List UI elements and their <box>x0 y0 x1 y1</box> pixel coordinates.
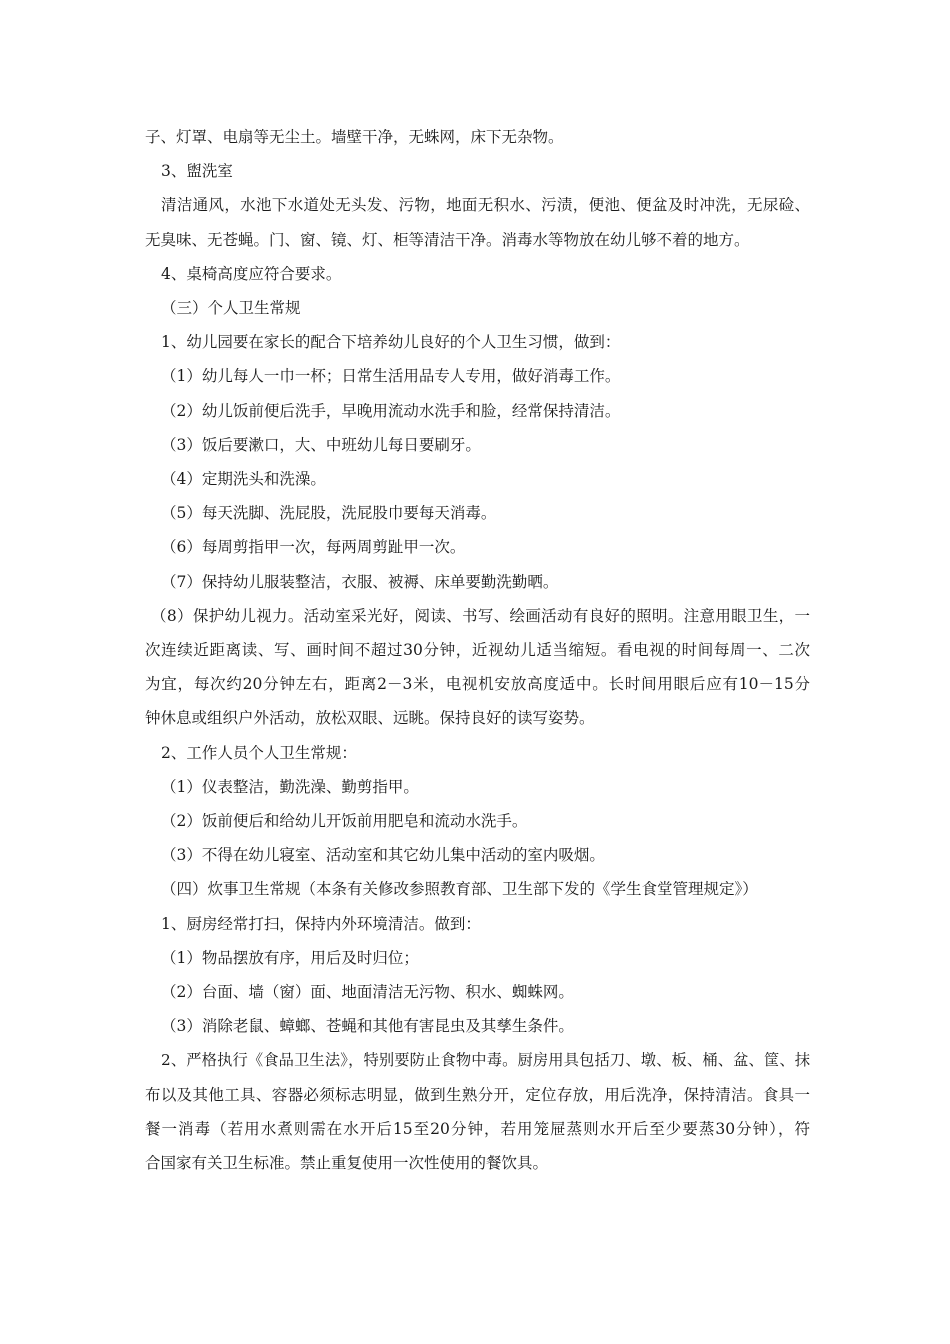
list-item: （7）保持幼儿服装整洁，衣服、被褥、床单要勤洗勤晒。 <box>161 572 559 591</box>
text-line: 布以及其他工具、容器必须标志明显，做到生熟分开，定位存放，用后洗净，保持清洁。食具一 <box>145 1085 810 1104</box>
list-item: （6）每周剪指甲一次，每两周剪趾甲一次。 <box>161 538 466 557</box>
list-item: （1）幼儿每人一巾一杯；日常生活用品专人专用，做好消毒工作。 <box>161 367 621 386</box>
text-line: 清洁通风，水池下水道处无头发、污物，地面无积水、污渍，便池、便盆及时冲洗，无尿硷、 <box>161 196 810 215</box>
list-item: （1）物品摆放有序，用后及时归位； <box>161 948 419 967</box>
list-item: （8）保护幼儿视力。活动室采光好，阅读、书写、绘画活动有良好的照明。注意用眼卫生，一 <box>151 606 810 625</box>
section-heading: （四）炊事卫生常规（本条有关修改参照教育部、卫生部下发的《学生食堂管理规定》） <box>161 880 758 899</box>
text-line: 2、严格执行《食品卫生法》，特别要防止食物中毒。厨房用具包括刀、墩、板、桶、盆、筐、抹 <box>161 1051 810 1070</box>
text-line: 无臭味、无苍蝇。门、窗、镜、灯、柜等清洁干净。消毒水等物放在幼儿够不着的地方。 <box>145 230 750 249</box>
list-item: （2）幼儿饭前便后洗手，早晚用流动水洗手和脸，经常保持清洁。 <box>161 401 621 420</box>
list-item: （3）不得在幼儿寝室、活动室和其它幼儿集中活动的室内吸烟。 <box>161 846 605 865</box>
text-line: 1、厨房经常打扫，保持内外环境清洁。做到： <box>161 914 481 933</box>
document-page <box>145 120 810 1180</box>
list-item: （4）定期洗头和洗澡。 <box>161 470 326 489</box>
list-item: （3）消除老鼠、蟑螂、苍蝇和其他有害昆虫及其孳生条件。 <box>161 1017 574 1036</box>
text-line: 钟休息或组织户外活动，放松双眼、远眺。保持良好的读写姿势。 <box>145 709 595 728</box>
text-line: 合国家有关卫生标准。禁止重复使用一次性使用的餐饮具。 <box>145 1154 549 1173</box>
list-item: （5）每天洗脚、洗屁股，洗屁股巾要每天消毒。 <box>161 504 497 523</box>
text-line: 1、幼儿园要在家长的配合下培养幼儿良好的个人卫生习惯，做到： <box>161 333 621 352</box>
text-line: 次连续近距离读、写、画时间不超过30分钟，近视幼儿适当缩短。看电视的时间每周一、二次 <box>145 641 810 660</box>
section-heading: 3、盥洗室 <box>161 162 233 181</box>
list-item: （1）仪表整洁，勤洗澡、勤剪指甲。 <box>161 777 419 796</box>
text-line: 4、桌椅高度应符合要求。 <box>161 264 342 283</box>
text-line: 餐一消毒（若用水煮则需在水开后15至20分钟，若用笼屉蒸则水开后至少要蒸30分钟），符 <box>145 1119 810 1138</box>
section-heading: （三）个人卫生常规 <box>161 299 301 318</box>
text-line: 子、灯罩、电扇等无尘土。墙壁干净，无蛛网，床下无杂物。 <box>145 128 564 146</box>
text-line: 为宜，每次约20分钟左右，距离2－3米，电视机安放高度适中。长时间用眼后应有10－15分 <box>145 675 810 694</box>
list-item: （2）饭前便后和给幼儿开饭前用肥皂和流动水洗手。 <box>161 812 528 831</box>
text-line: 2、工作人员个人卫生常规： <box>161 743 357 762</box>
list-item: （2）台面、墙（窗）面、地面清洁无污物、积水、蜘蛛网。 <box>161 983 574 1002</box>
list-item: （3）饭后要漱口，大、中班幼儿每日要刷牙。 <box>161 435 481 454</box>
